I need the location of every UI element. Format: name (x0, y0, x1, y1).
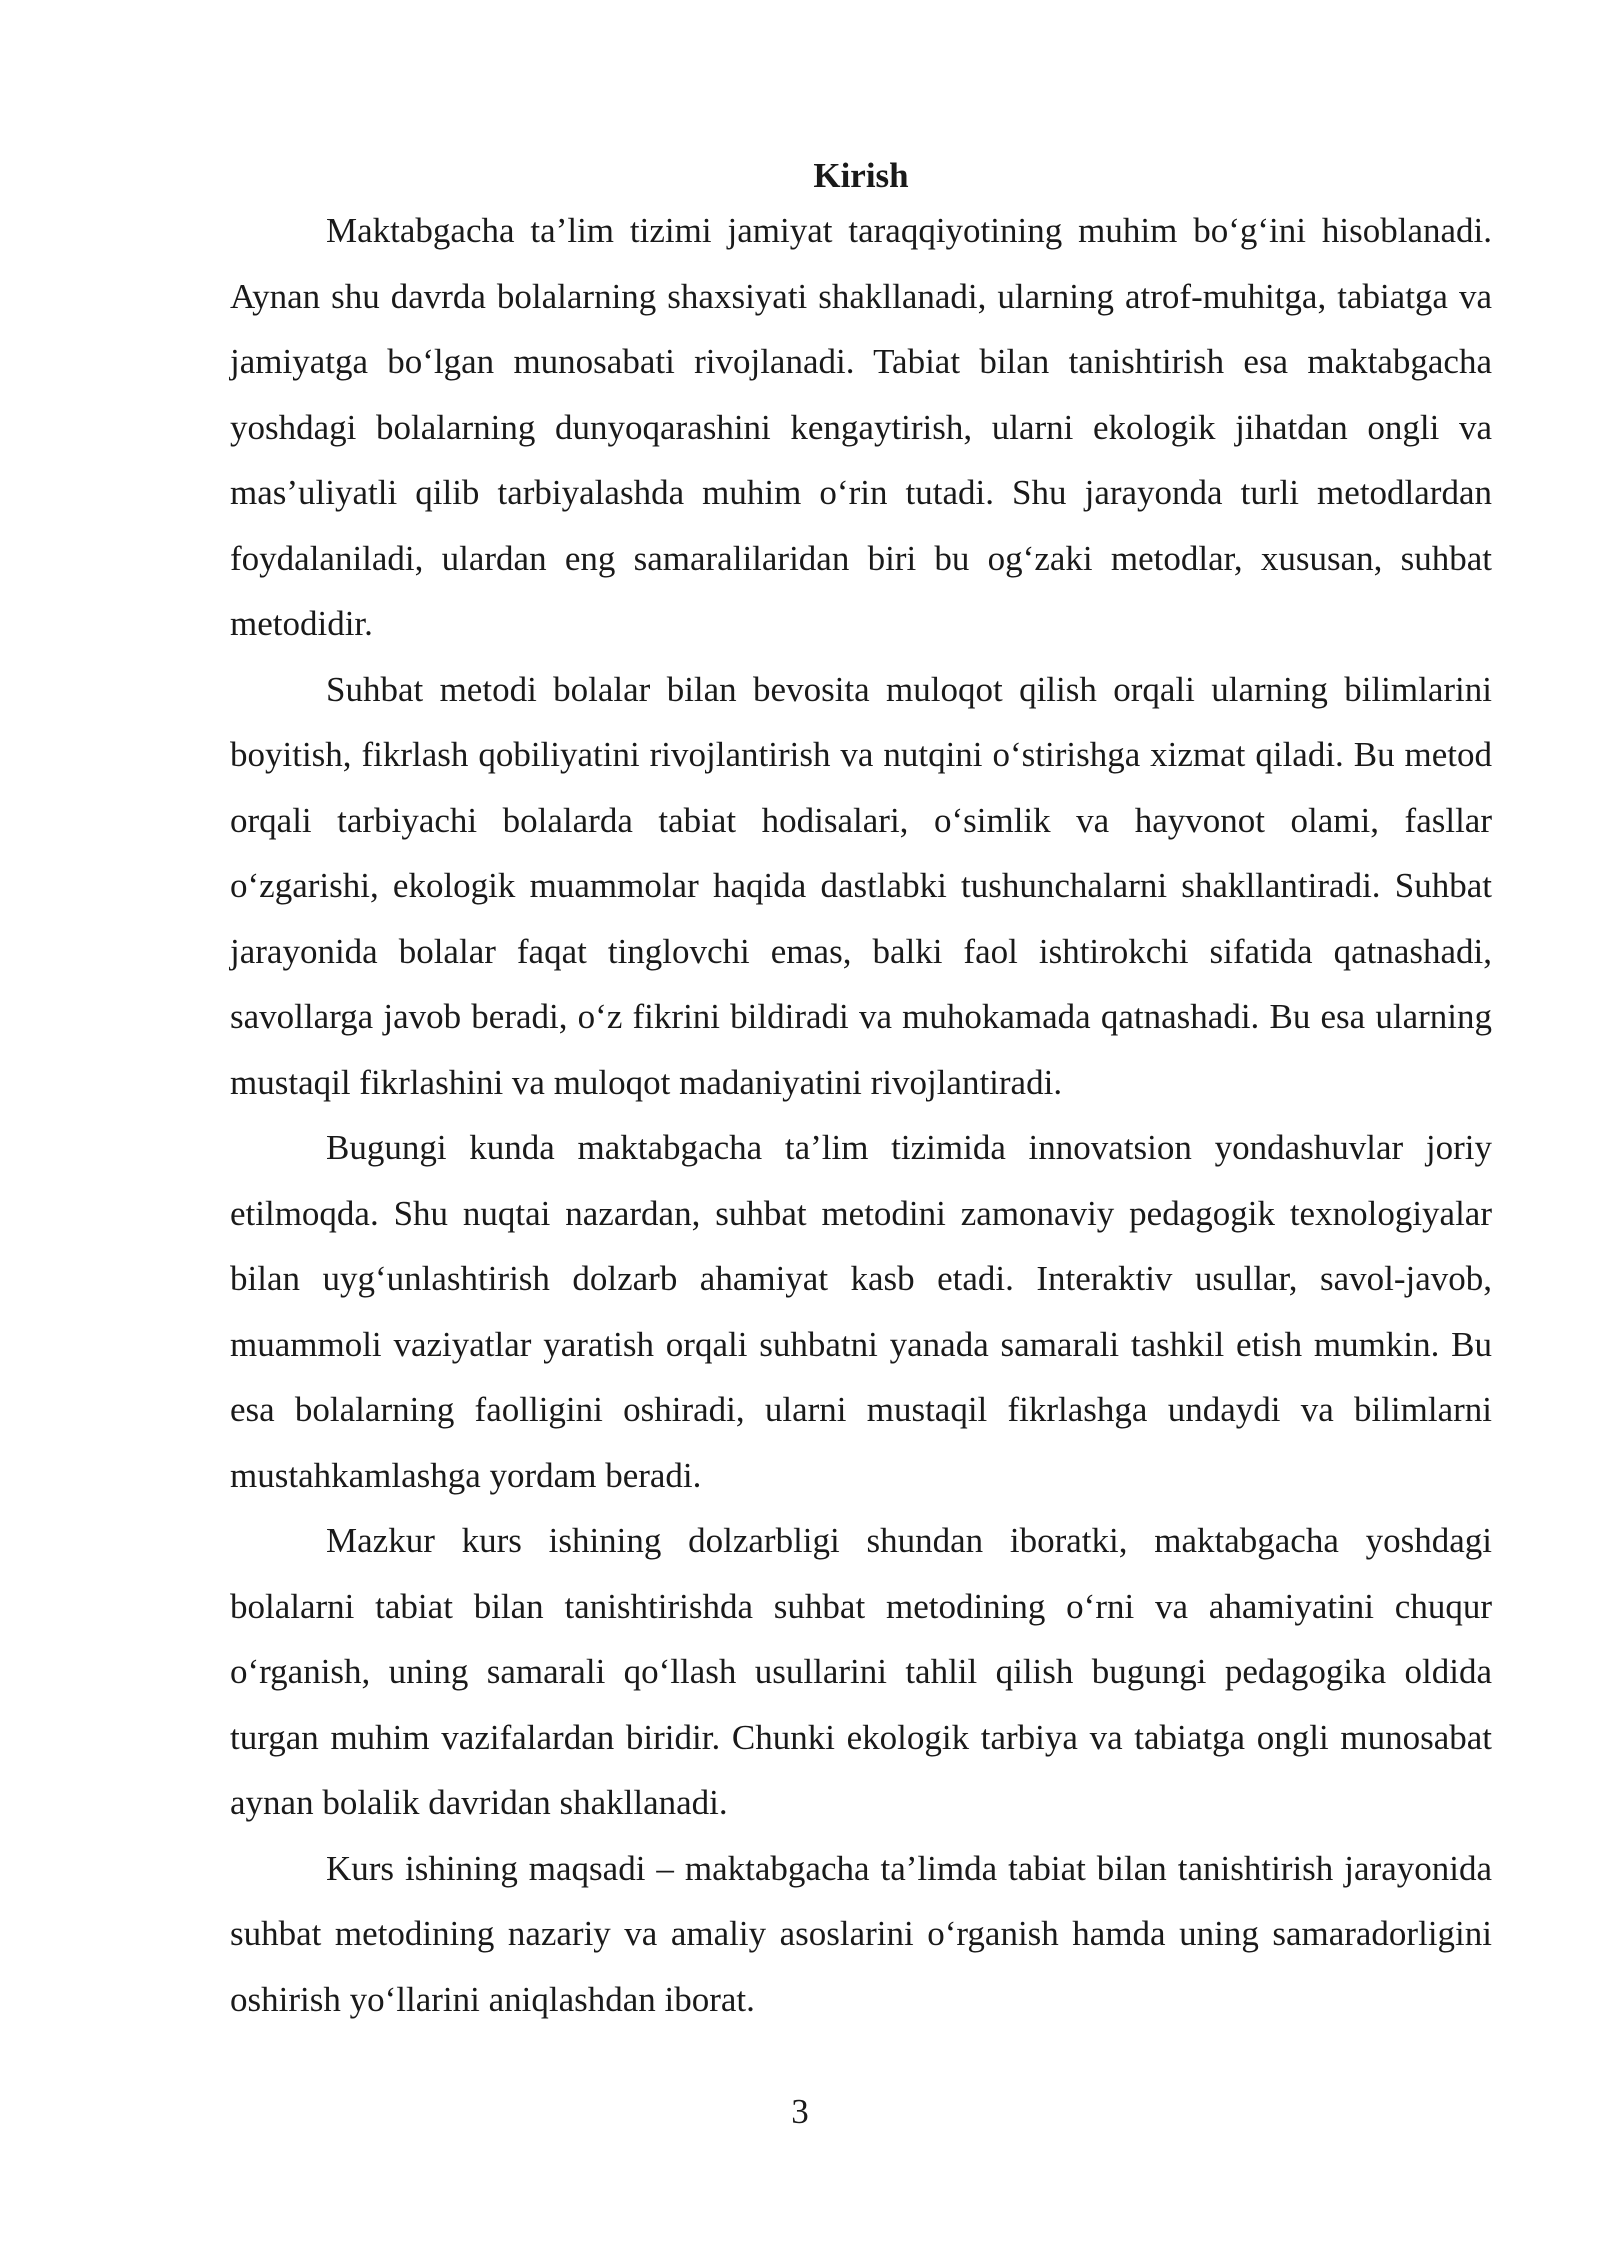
page-number: 3 (791, 2092, 809, 2131)
section-title: Kirish (813, 156, 909, 195)
document-page (230, 150, 1492, 2032)
paragraph-conversation-method: Suhbat metodi bolalar bilan bevosita muloqot qilish orqali ularning bilimlarini boyitish, fikrlash qobiliyatini rivojlantirish va nutqini o‘stirishga xizmat qiladi. Bu metod orqali tarbiyachi bolalarda tabiat hodisalari, o‘simlik va hayvonot olami, fasllar o‘zgarishi, ekologik muammolar haqida dastlabki tushunchalarni shakllantiradi. Suhbat jarayonida bolalar faqat tinglovchi emas, balki faol ishtirokchi sifatida qatnashadi, savollarga javob beradi, o‘z fikrini bildiradi va muhokamada qatnashadi. Bu esa ularning mustaqil fikrlashini va muloqot madaniyatini rivojlantiradi. (230, 669, 1492, 1102)
paragraph-intro: Maktabgacha ta’lim tizimi jamiyat taraqqiyotining muhim bo‘g‘ini hisoblanadi. Aynan shu davrda bolalarning shaxsiyati shakllanadi, ularning atrof-muhitga, tabiatga va jamiyatga bo‘lgan munosabati rivojlanadi. Tabiat bilan tanishtirish esa maktabgacha yoshdagi bolalarning dunyoqarashini kengaytirish, ularni ekologik jihatdan ongli va mas’uliyatli qilib tarbiyalashda muhim o‘rin tutadi. Shu jarayonda turli metodlardan foydalaniladi, ulardan eng samaralilaridan biri bu og‘zaki metodlar, xususan, suhbat metodidir. (230, 211, 1492, 643)
paragraph-goal: Kurs ishining maqsadi – maktabgacha ta’limda tabiat bilan tanishtirish jarayonida suhbat metodining nazariy va amaliy asoslarini o‘rganish hamda uning samaradorligini oshirish yo‘llarini aniqlashdan iborat. (230, 1848, 1492, 2019)
paragraph-innovation: Bugungi kunda maktabgacha ta’lim tizimida innovatsion yondashuvlar joriy etilmoqda. Shu nuqtai nazardan, suhbat metodini zamonaviy pedagogik texnologiyalar bilan uyg‘unlashtirish dolzarb ahamiyat kasb etadi. Interaktiv usullar, savol-javob, muammoli vaziyatlar yaratish orqali suhbatni yanada samarali tashkil etish mumkin. Bu esa bolalarning faolligini oshiradi, ularni mustaqil fikrlashga undaydi va bilimlarni mustahkamlashga yordam beradi. (230, 1128, 1492, 1495)
paragraph-relevance: Mazkur kurs ishining dolzarbligi shundan iboratki, maktabgacha yoshdagi bolalarni tabiat bilan tanishtirishda suhbat metodining o‘rni va ahamiyatini chuqur o‘rganish, uning samarali qo‘llash usullarini tahlil qilish bugungi pedagogika oldida turgan muhim vazifalardan biridir. Chunki ekologik tarbiya va tabiatga ongli munosabat aynan bolalik davridan shakllanadi. (230, 1521, 1492, 1822)
